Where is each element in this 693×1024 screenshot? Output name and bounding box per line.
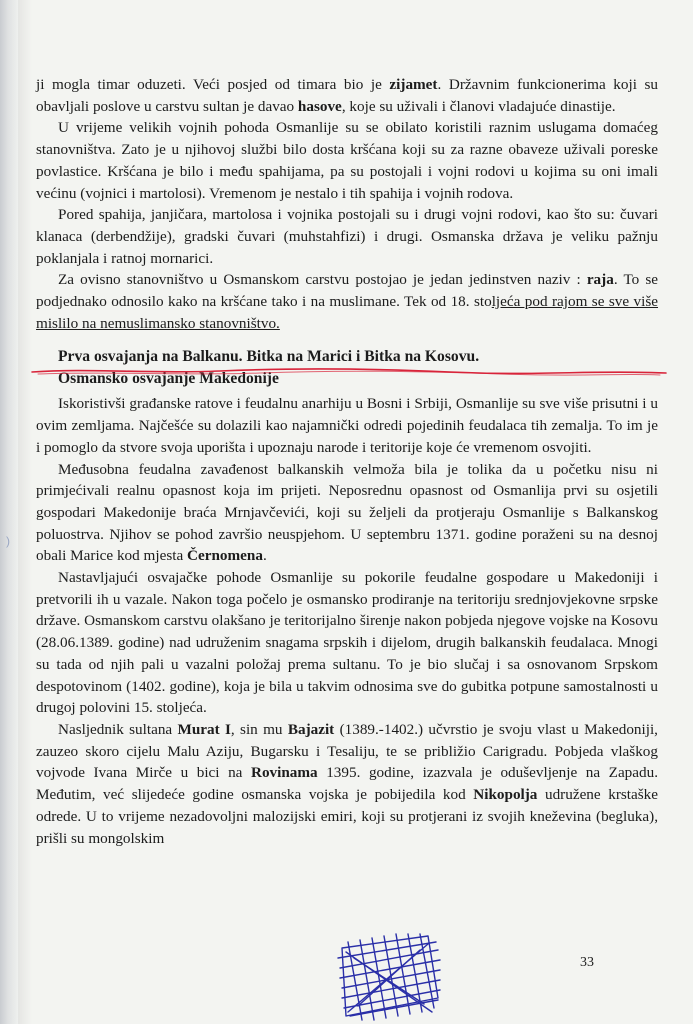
paragraph-6 xyxy=(36,459,658,568)
text-run: , sin mu xyxy=(230,720,288,738)
paragraph-7: Nastavljajući osvajačke pohode Osmanlije su pokorile feudalne gospodare u Makedoniji i pretvorili ih u vazale. Nakon toga počelo je osmansko prodiranje na teritoriju srednjovjekovne srpske države. Osmanskom carstvu olakšano je teritorijalno širenje nakon pobjeda njegove vojske na Kosovu (28.06.1389. godine) nad udruženim snagama srpskih i dijelom, drugih balkanskih feudalaca. Mnogi su tada od njih pali u vazalni položaj prema sultanu. To je bio slučaj i sa osnovanom Srpskom despotovinom (1402. godine), koja je bila u takvim odnosima sve do gubitka potpune samostalnosti u drugoj polovini 15. stoljeća. xyxy=(36,569,658,717)
text-run: (1389.-1402.) učvrstio je svoju vlast u Makedoniji, zauzeo skoro cijelu Malu Aziju, Bugarsku i Tesaliju, te se približio Carigradu. Pobjeda vlaškog vojvode Ivana Mirče u bici na xyxy=(36,720,658,782)
page-number: 33 xyxy=(580,955,594,970)
paragraph-8 xyxy=(36,719,658,849)
term-cernomena: Černomena xyxy=(187,547,263,565)
text-run: udružene krstaške odrede. U to vrijeme nezadovoljni malozijski emiri, koji su protjerani iz svojih kneževina (begluka), prišli su mongolskim xyxy=(36,786,658,847)
underlined-sentence: ljeća pod rajom se sve više mislilo na nemuslimansko stanovništvo. xyxy=(36,293,659,332)
text-run: ji mogla timar oduzeti. Veći posjed od timara bio je xyxy=(36,76,390,93)
text-run: . xyxy=(262,547,267,565)
term-raja: raja xyxy=(586,271,614,289)
paragraph-2: U vrijeme velikih vojnih pohoda Osmanlije su se obilato koristili raznim uslugama domaćeg stanovništva. Zato je u njihovoj službi bilo dosta kršćana koji su za razne obaveze uživali poreske povlastice. Kršćana je bilo i među spahijama, pa su postojali i vojni rodovi u kojima su oni imali većinu (vojnici i martolosi). Vremenom je nestalo i tih spahija i vojnih rodova. xyxy=(36,119,658,202)
section-heading-line-1: Prva osvajanja na Balkanu. Bitka na Marici i Bitka na Kosovu. xyxy=(58,348,480,366)
text-run: . To se podjednako odnosilo kako na kršćane tako i na muslimane. Tek od 18. sto xyxy=(36,271,659,311)
book-spine xyxy=(0,0,18,1024)
text-run: , koje su uživali i članovi vladajuće dinastije. xyxy=(341,97,616,115)
paragraph-5: Iskoristivši građanske ratove i feudalnu anarhiju u Bosni i Srbiji, Osmanlije su sve više prisutni i u ovim zemljama. Najčešće su dolazili kao najamnički odredi pojedinih feudalaca tih zemalja. To im je i pomoglo da stvore svoja uporišta i upoznaju narode i teritorije koje će vremenom osvojiti. xyxy=(36,395,658,456)
text-run: Međusobna feudalna zavađenost balkanskih velmoža bila je tolika da u početku nisu ni primjećivali realnu opasnost koja im prijeti. Neposrednu opasnost od Osmanlija prvi su osjetili gospodari Makedonije braća Mrnjavčevići, koji su željeli da protjeraju Osmanlije s Balkanskog poluostrva. Njihov se pohod završio neuspjehom. U septembru 1371. godine poraženi su na desnoj obali Marice kod mjesta xyxy=(36,460,658,565)
term-rovinama: Rovinama xyxy=(250,764,318,782)
term-hasove: hasove xyxy=(297,97,342,115)
text-run: Za ovisno stanovništvo u Osmanskom carstvu postojao je jedan jedinstven naziv : xyxy=(58,271,587,289)
page-body-text xyxy=(36,74,658,849)
section-heading-line-2: Osmansko osvajanje Makedonije xyxy=(58,369,279,387)
term-nikopolja: Nikopolja xyxy=(473,786,538,804)
margin-pencil-mark: ) xyxy=(6,534,10,548)
text-run: Nasljednik sultana xyxy=(58,720,178,738)
text-run: 1395. godine, izazvala je oduševljenje na Zapadu. Međutim, već slijedeće godine osmanska vojska je pobijedila kod xyxy=(36,764,659,804)
text-run: . Državnim funkcionerima koji su obavljali poslove u carstvu sultan je davao xyxy=(36,76,658,115)
term-zijamet: zijamet xyxy=(389,76,438,93)
blue-pen-scribble xyxy=(328,928,446,1024)
red-pen-underline xyxy=(30,360,670,382)
gutter-shadow xyxy=(18,0,32,1024)
paragraph-1 xyxy=(36,74,658,117)
term-murat-i: Murat I xyxy=(177,720,231,738)
paragraph-4 xyxy=(36,269,658,334)
paragraph-3: Pored spahija, janjičara, martolosa i vojnika postojali su i drugi vojni rodovi, kao što su: čuvari klanaca (derbendžije), gradski čuvari (muhstahfizi) i drugi. Osmanska država je veliku pažnju poklanjala i ratnoj mornarici. xyxy=(36,206,658,267)
term-bajazit: Bajazit xyxy=(287,720,335,738)
